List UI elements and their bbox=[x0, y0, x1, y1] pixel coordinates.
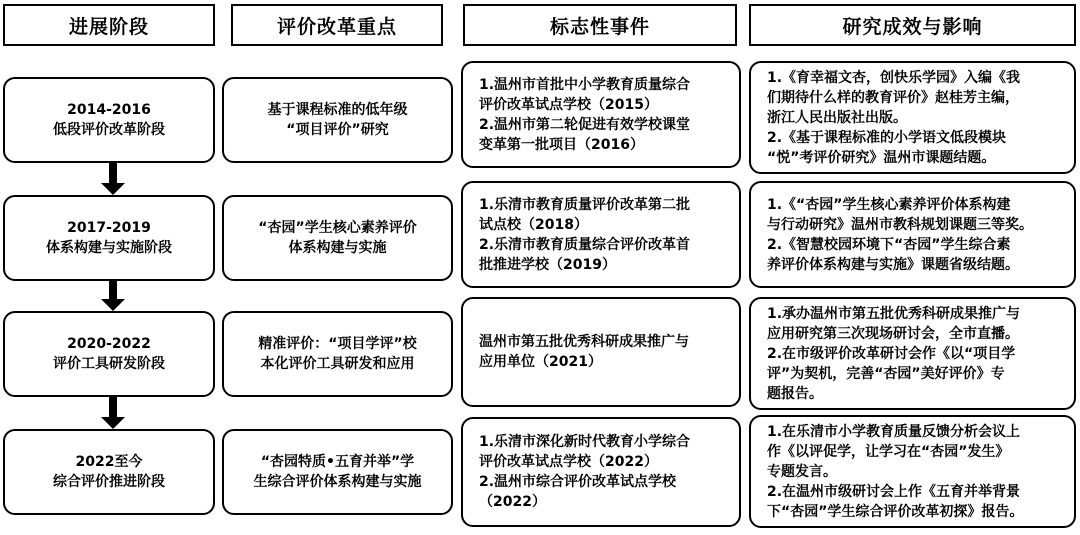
results-line: 与行动研究》温州市教科规划课题三等奖。 bbox=[767, 216, 1033, 233]
focus-line: 生综合评价体系构建与实施 bbox=[253, 474, 422, 490]
results-line: 们期待什么样的教育评价》赵桂芳主编， bbox=[767, 89, 1019, 106]
stage-name: 体系构建与实施阶段 bbox=[46, 240, 172, 256]
results-line: 1.《育幸福文杏，创快乐学园》入编《我 bbox=[767, 69, 1021, 86]
stage-box bbox=[3, 311, 215, 397]
focus-box bbox=[222, 429, 453, 515]
results-box bbox=[749, 181, 1076, 288]
events-line: 试点校（2018） bbox=[479, 216, 588, 233]
results-line: 下“杏园”学生综合评价改革初探》报告。 bbox=[767, 503, 1024, 520]
stage-name: 综合评价推进阶段 bbox=[53, 474, 165, 490]
results-box bbox=[749, 297, 1076, 410]
events-line: 温州市第五批优秀科研成果推广与 bbox=[479, 334, 689, 350]
results-line: 1.承办温州市第五批优秀科研成果推广与 bbox=[767, 305, 1021, 322]
focus-line: “杏园特质•五育并举”学 bbox=[260, 454, 415, 470]
events-line: 评价改革试点学校（2022） bbox=[479, 454, 658, 470]
stage-years: 2022至今 bbox=[75, 454, 143, 470]
focus-line: “杏园”学生核心素养评价 bbox=[258, 220, 417, 236]
results-box bbox=[749, 415, 1076, 528]
results-line: 2.在温州市级研讨会上作《五育并举背景 bbox=[767, 483, 1021, 500]
results-line: 应用研究第三次现场研讨会，全市直播。 bbox=[767, 325, 1019, 342]
events-line: 变革第一批项目（2016） bbox=[479, 136, 644, 153]
header-focus: 评价改革重点 bbox=[231, 4, 443, 46]
focus-line: 体系构建与实施 bbox=[288, 240, 387, 256]
stage-box bbox=[3, 429, 215, 515]
events-line: 2.温州市综合评价改革试点学校 bbox=[479, 474, 677, 490]
results-line: 作《以评促学，让学习在“杏园”发生》 bbox=[767, 443, 1010, 460]
focus-box bbox=[222, 195, 453, 281]
focus-line: 本化评价工具研发和应用 bbox=[260, 356, 415, 372]
focus-line: 精准评价：“项目学评”校 bbox=[258, 336, 417, 352]
results-line: 1.《“杏园”学生核心素养评价体系构建 bbox=[767, 196, 1011, 213]
focus-line: “项目评价”研究 bbox=[286, 122, 389, 138]
stage-years: 2020-2022 bbox=[67, 336, 151, 352]
focus-box bbox=[222, 311, 453, 397]
results-line: 题报告。 bbox=[767, 385, 823, 402]
results-line: 2.《智慧校园环境下“杏园”学生综合素 bbox=[767, 236, 1011, 253]
header-results: 研究成效与影响 bbox=[749, 4, 1076, 46]
events-line: 2.乐清市教育质量综合评价改革首 bbox=[479, 236, 691, 253]
events-box bbox=[461, 61, 741, 168]
events-line: 应用单位（2021） bbox=[479, 354, 602, 370]
events-box bbox=[461, 297, 741, 407]
down-arrow-icon bbox=[101, 281, 125, 311]
events-line: （2022） bbox=[479, 494, 546, 510]
results-line: “悦”考评价研究》温州市课题结题。 bbox=[767, 149, 996, 166]
results-line: 2.《基于课程标准的小学语文低段模块 bbox=[767, 129, 1007, 146]
down-arrow-icon bbox=[101, 163, 125, 195]
events-line: 批推进学校（2019） bbox=[479, 256, 616, 273]
results-line: 浙江人民出版社出版。 bbox=[767, 109, 907, 126]
results-box bbox=[749, 61, 1076, 174]
stage-box bbox=[3, 77, 215, 163]
results-line: 养评价体系构建与实施》课题省级结题。 bbox=[767, 256, 1019, 273]
events-box bbox=[461, 417, 741, 527]
stage-years: 2017-2019 bbox=[67, 220, 151, 236]
header-events: 标志性事件 bbox=[463, 4, 737, 46]
events-line: 1.乐清市深化新时代教育小学综合 bbox=[479, 434, 691, 450]
events-line: 1.温州市首批中小学教育质量综合 bbox=[479, 76, 691, 93]
events-line: 2.温州市第二轮促进有效学校课堂 bbox=[479, 116, 691, 133]
stage-box bbox=[3, 195, 215, 281]
results-line: 专题发言。 bbox=[767, 463, 837, 480]
down-arrow-icon bbox=[101, 397, 125, 429]
events-line: 1.乐清市教育质量评价改革第二批 bbox=[479, 196, 691, 213]
results-line: 1.在乐清市小学教育质量反馈分析会议上 bbox=[767, 423, 1021, 440]
results-line: 2.在市级评价改革研讨会作《以“项目学 bbox=[767, 345, 1016, 362]
header-stage: 进展阶段 bbox=[3, 4, 215, 46]
focus-line: 基于课程标准的低年级 bbox=[267, 102, 408, 118]
stage-name: 低段评价改革阶段 bbox=[53, 122, 165, 138]
results-line: 评”为契机，完善“杏园”美好评价》专 bbox=[767, 365, 1005, 382]
stage-name: 评价工具研发阶段 bbox=[53, 356, 165, 372]
focus-box bbox=[222, 77, 453, 163]
events-box bbox=[461, 181, 741, 288]
stage-years: 2014-2016 bbox=[67, 102, 151, 118]
events-line: 评价改革试点学校（2015） bbox=[479, 96, 658, 113]
